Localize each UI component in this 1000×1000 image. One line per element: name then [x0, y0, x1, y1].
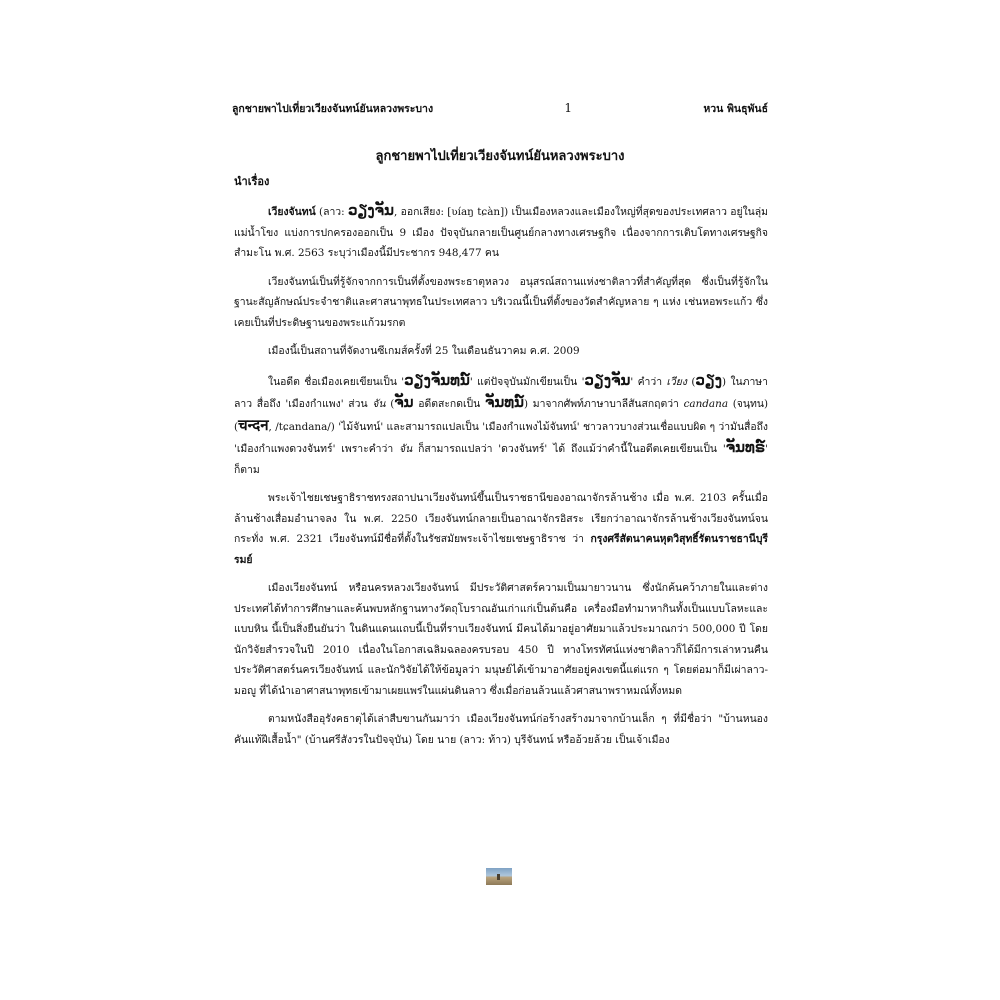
- sanskrit-word: चन्दन: [238, 415, 269, 434]
- text-run: (จนฺทน) (: [234, 398, 768, 433]
- lao-word: ວຽງຈັນທນ໌: [404, 370, 470, 389]
- document-title: ลูกชายพาไปเที่ยวเวียงจันทน์ยันหลวงพระบาง: [375, 149, 625, 164]
- paragraph-4: [234, 370, 768, 481]
- italic-term: จัน: [399, 443, 413, 455]
- text-run: อดีตสะกดเป็น: [413, 398, 485, 410]
- header-left-title: ลูกชายพาไปเที่ยวเวียงจันทน์ยันหลวงพระบาง: [232, 103, 434, 115]
- royal-city-name: กรุงศรีสัตนาคนหุตวิสุทธิ์รัตนราชธานีบุรีรมย์: [234, 533, 768, 566]
- lao-word: ວຽງ: [695, 370, 723, 389]
- photo-thumbnail: [486, 868, 512, 885]
- text-run: ' ก็ตาม: [234, 443, 768, 476]
- text-run: ' คำว่า: [630, 375, 667, 388]
- text-run: ' แต่ปัจจุบันมักเขียนเป็น ': [469, 375, 585, 388]
- lao-word: ຈັນ: [394, 393, 414, 411]
- paragraph-5: [234, 488, 768, 570]
- text-run: (: [385, 398, 395, 410]
- paragraph-1: [234, 200, 768, 264]
- italic-term: candana: [683, 398, 729, 410]
- paragraph-7: ตามหนังสืออุรังคธาตุได้เล่าสืบขานกันมาว่า เมืองเวียงจันทน์ก่อร้างสร้างมาจากบ้านเล็ก ๆ ที่มีชื่อว่า "บ้านหนองคันแท้ฝีเสื้อน้ำ" (บ้านศรีสังวรในปัจจุบัน) โดย นาย (ลาว: ท้าว) บุรีจันทน์ หรืออ้วยล้วย เป็นเจ้าเมือง: [234, 713, 768, 746]
- header-author: หวน พินธุพันธ์: [703, 103, 768, 115]
- document-body: [234, 200, 768, 758]
- lao-word: ວຽງຈັນ: [348, 201, 394, 219]
- italic-term: จัน: [372, 398, 386, 410]
- text-run: (: [686, 375, 696, 388]
- lao-word: ຈັນທນ໌: [484, 393, 524, 411]
- text-run: , /tɕandana/) 'ไม้จันทน์' และสามารถแปลเป็น 'เมืองกำแพงไม้จันทน์' ชาวลาวบางส่วนเชื่อแบบผิด ๆ ว่ามันสื่อถึง 'เมืองกำแพงดวงจันทร์' เพราะคำว่า: [234, 420, 768, 455]
- running-header: [232, 100, 768, 117]
- paragraph-2: เวียงจันทน์เป็นที่รู้จักจากการเป็นที่ตั้งของพระธาตุหลวง อนุสรณ์สถานแห่งชาติลาวที่สำคัญที่สุด ซึ่งเป็นที่รู้จักในฐานะสัญลักษณ์ประจำชาติและศาสนาพุทธในประเทศลาว บริเวณนี้เป็นที่ตั้งของวัดสำคัญหลาย ๆ แห่ง เช่นหอพระแก้ว ซึ่งเคยเป็นที่ประดิษฐานของพระแก้วมรกต: [234, 275, 768, 329]
- paragraph-6: เมืองเวียงจันทน์ หรือนครหลวงเวียงจันทน์ มีประวัติศาสตร์ความเป็นมายาวนาน ซึ่งนักค้นคว้าภายในและต่างประเทศได้ทำการศึกษาและค้นพบหลักฐานทางวัตถุโบราณอันเก่าแก่เป็นต้นคือ เครื่องมือทำมาหากินทั้งเป็นแบบโลหะและแบบหิน นี้เป็นสิ่งยืนยันว่า ในดินแดนแถบนี้เป็นที่ราบเวียงจันทน์ มีคนได้มาอยู่อาศัยมาแล้วประมาณกว่า 500,000 ปี โดยนักวิจัยสำรวจในปี 2010 เนื่องในโอกาสเฉลิมฉลองครบรอบ 450 ปี ทางโทรทัศน์แห่งชาติลาวก็ได้มีการเล่าหวนคืนประวัติศาสตร์นครเวียงจันทน์ และนักวิจัยได้ให้ข้อมูลว่า มนุษย์ได้เข้ามาอาศัยอยู่คงเขตนี้แต่แรก ๆ โดยต่อมาก็มีเผ่าลาว-มอญู ที่ได้นำเอาศาสนาพุทธเข้ามาเผยแพร่ในแผ่นดินลาว ซึ่งเมื่อก่อนล้วนแล้วศาสนาพราหมณ์ทั้งหมด: [234, 582, 768, 697]
- text-run: ก็สามารถแปลว่า 'ดวงจันทร์' ได้ ถึงแม้ว่าคำนี้ในอดีตเคยเขียนเป็น ': [412, 443, 726, 455]
- text-run: , ออกเสียง: [ʋíaŋ tɕàn]) เป็นเมืองหลวงและเมืองใหญ่ที่สุดของประเทศลาว อยู่ในลุ่มแม่น้ำโขง แบ่งการปกครองออกเป็น 9 เมือง ปัจจุบันกลายเป็นศูนย์กลางทางเศรษฐกิจ เนื่องจากการเติบโตทางเศรษฐกิจ สำมะโน พ.ศ. 2563 ระบุว่าเมืองนี้มีประชากร 948,477 คน: [234, 206, 769, 259]
- text-run: พระเจ้าไชยเชษฐาธิราชทรงสถาปนาเวียงจันทน์ขึ้นเป็นราชธานีของอาณาจักรล้านช้าง เมื่อ พ.ศ. 2103 ครั้นเมื่อล้านช้างเสื่อมอำนาจลง ใน พ.ศ. 2250 เวียงจันทน์กลายเป็นอาณาจักรอิสระ เรียกว่าอาณาจักรล้านช้างเวียงจันทน์จนกระทั่ง พ.ศ. 2321 เวียงจันทน์มีชื่อที่ตั้งในรัชสมัยพระเจ้าไชยเชษฐาธิราช ว่า: [234, 492, 768, 545]
- intro-heading: นำเรื่อง: [234, 175, 270, 188]
- lao-word: ຈັນທຣ໌: [725, 438, 766, 456]
- text-run: (ลาว:: [315, 206, 348, 218]
- lead-term: เวียงจันทน์: [268, 206, 316, 218]
- text-run: ) มาจากศัพท์ภาษาบาลีสันสกฤตว่า: [523, 398, 684, 410]
- text-run: ) ในภาษาลาว สื่อถึง 'เมืองกำแพง' ส่วน: [234, 375, 768, 410]
- paragraph-3: เมืองนี้เป็นสถานที่จัดงานซีเกมส์ครั้งที่ 25 ในเดือนธันวาคม ค.ศ. 2009: [268, 345, 580, 357]
- lao-word: ວຽງຈັນ: [584, 370, 631, 389]
- italic-term: เวียง: [666, 375, 687, 388]
- page-number: 1: [564, 101, 573, 115]
- text-run: ในอดีต ชื่อเมืองเคยเขียนเป็น ': [268, 375, 405, 388]
